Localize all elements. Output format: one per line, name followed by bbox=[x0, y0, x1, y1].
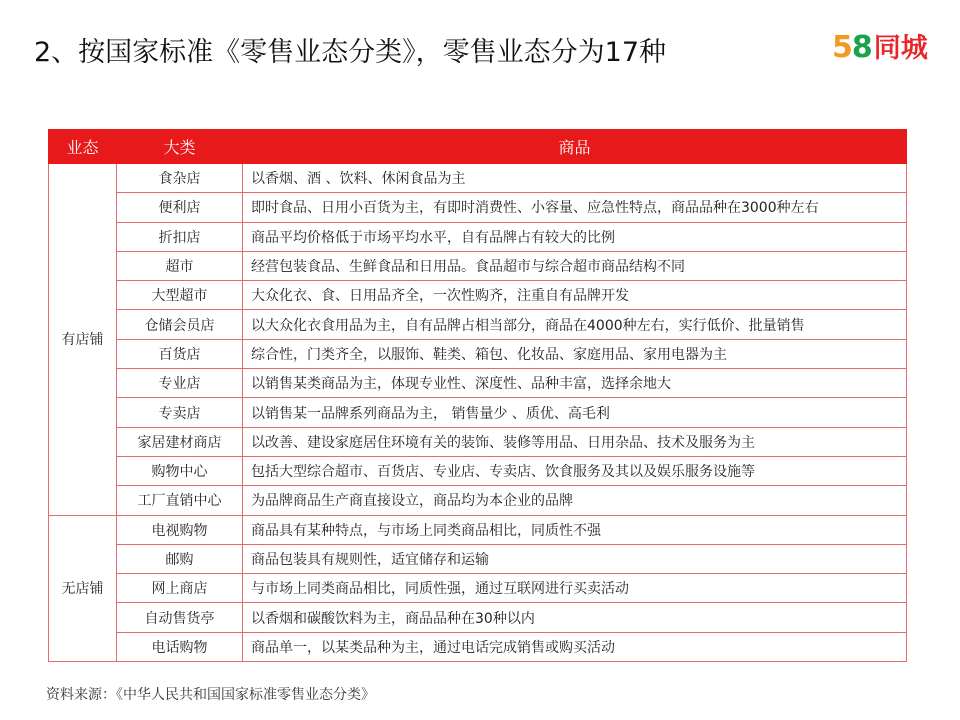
page-title: 2、按国家标准《零售业态分类》，零售业态分为17种 bbox=[34, 37, 667, 68]
table-row bbox=[49, 574, 907, 603]
header-category: 大类 bbox=[117, 130, 243, 164]
header-goods: 商品 bbox=[243, 130, 907, 164]
goods-cell: 为品牌商品生产商直接设立，商品均为本企业的品牌 bbox=[243, 486, 907, 515]
logo-digit-8: 8 bbox=[851, 30, 872, 65]
goods-cell: 以香烟和碳酸饮料为主，商品品种在30种以内 bbox=[243, 603, 907, 632]
category-cell: 百货店 bbox=[117, 339, 243, 368]
category-cell: 超市 bbox=[117, 251, 243, 280]
category-cell: 网上商店 bbox=[117, 574, 243, 603]
table-row bbox=[49, 369, 907, 398]
table-row bbox=[49, 251, 907, 280]
table-row bbox=[49, 486, 907, 515]
category-cell: 邮购 bbox=[117, 544, 243, 573]
goods-cell: 以改善、建设家庭居住环境有关的装饰、装修等用品、日用杂品、技术及服务为主 bbox=[243, 427, 907, 456]
category-cell: 工厂直销中心 bbox=[117, 486, 243, 515]
goods-cell: 即时食品、日用小百货为主，有即时消费性、小容量、应急性特点，商品品种在3000种左右 bbox=[243, 193, 907, 222]
format-group-cell: 无店铺 bbox=[49, 515, 117, 661]
goods-cell: 大众化衣、食、日用品齐全，一次性购齐，注重自有品牌开发 bbox=[243, 281, 907, 310]
table-row bbox=[49, 544, 907, 573]
goods-cell: 与市场上同类商品相比，同质性强，通过互联网进行买卖活动 bbox=[243, 574, 907, 603]
table-row bbox=[49, 427, 907, 456]
goods-cell: 综合性，门类齐全，以服饰、鞋类、箱包、化妆品、家庭用品、家用电器为主 bbox=[243, 339, 907, 368]
category-cell: 专业店 bbox=[117, 369, 243, 398]
retail-format-table bbox=[48, 129, 907, 662]
category-cell: 购物中心 bbox=[117, 456, 243, 485]
category-cell: 家居建材商店 bbox=[117, 427, 243, 456]
goods-cell: 商品单一，以某类品种为主，通过电话完成销售或购买活动 bbox=[243, 632, 907, 661]
table-row bbox=[49, 193, 907, 222]
source-note: 资料来源：《中华人民共和国国家标准零售业态分类》 bbox=[46, 687, 375, 703]
table-row bbox=[49, 339, 907, 368]
goods-cell: 商品平均价格低于市场平均水平，自有品牌占有较大的比例 bbox=[243, 222, 907, 251]
category-cell: 专卖店 bbox=[117, 398, 243, 427]
goods-cell: 商品包装具有规则性，适宜储存和运输 bbox=[243, 544, 907, 573]
goods-cell: 经营包装食品、生鲜食品和日用品。食品超市与综合超市商品结构不同 bbox=[243, 251, 907, 280]
table-row bbox=[49, 222, 907, 251]
table-row bbox=[49, 456, 907, 485]
goods-cell: 商品具有某种特点，与市场上同类商品相比，同质性不强 bbox=[243, 515, 907, 544]
table-row bbox=[49, 632, 907, 661]
goods-cell: 以销售某类商品为主，体现专业性、深度性、品种丰富，选择余地大 bbox=[243, 369, 907, 398]
table-row bbox=[49, 603, 907, 632]
category-cell: 自动售货亭 bbox=[117, 603, 243, 632]
logo-digit-5: 5 bbox=[832, 30, 852, 65]
table-row bbox=[49, 310, 907, 339]
header-format: 业态 bbox=[49, 130, 117, 164]
category-cell: 电视购物 bbox=[117, 515, 243, 544]
table-row bbox=[49, 398, 907, 427]
goods-cell: 包括大型综合超市、百货店、专业店、专卖店、饮食服务及其以及娱乐服务设施等 bbox=[243, 456, 907, 485]
category-cell: 折扣店 bbox=[117, 222, 243, 251]
category-cell: 电话购物 bbox=[117, 632, 243, 661]
category-cell: 仓储会员店 bbox=[117, 310, 243, 339]
table-row bbox=[49, 164, 907, 193]
table-header-row bbox=[49, 130, 907, 164]
table-row bbox=[49, 515, 907, 544]
category-cell: 食杂店 bbox=[117, 164, 243, 193]
format-group-cell: 有店铺 bbox=[49, 164, 117, 516]
goods-cell: 以销售某一品牌系列商品为主， 销售量少 、质优、高毛利 bbox=[243, 398, 907, 427]
logo-text: 同城 bbox=[873, 33, 928, 64]
table-row bbox=[49, 281, 907, 310]
category-cell: 便利店 bbox=[117, 193, 243, 222]
goods-cell: 以大众化衣食用品为主，自有品牌占相当部分，商品在4000种左右，实行低价、批量销售 bbox=[243, 310, 907, 339]
brand-logo bbox=[832, 26, 928, 65]
category-cell: 大型超市 bbox=[117, 281, 243, 310]
goods-cell: 以香烟、酒 、饮料、休闲食品为主 bbox=[243, 164, 907, 193]
